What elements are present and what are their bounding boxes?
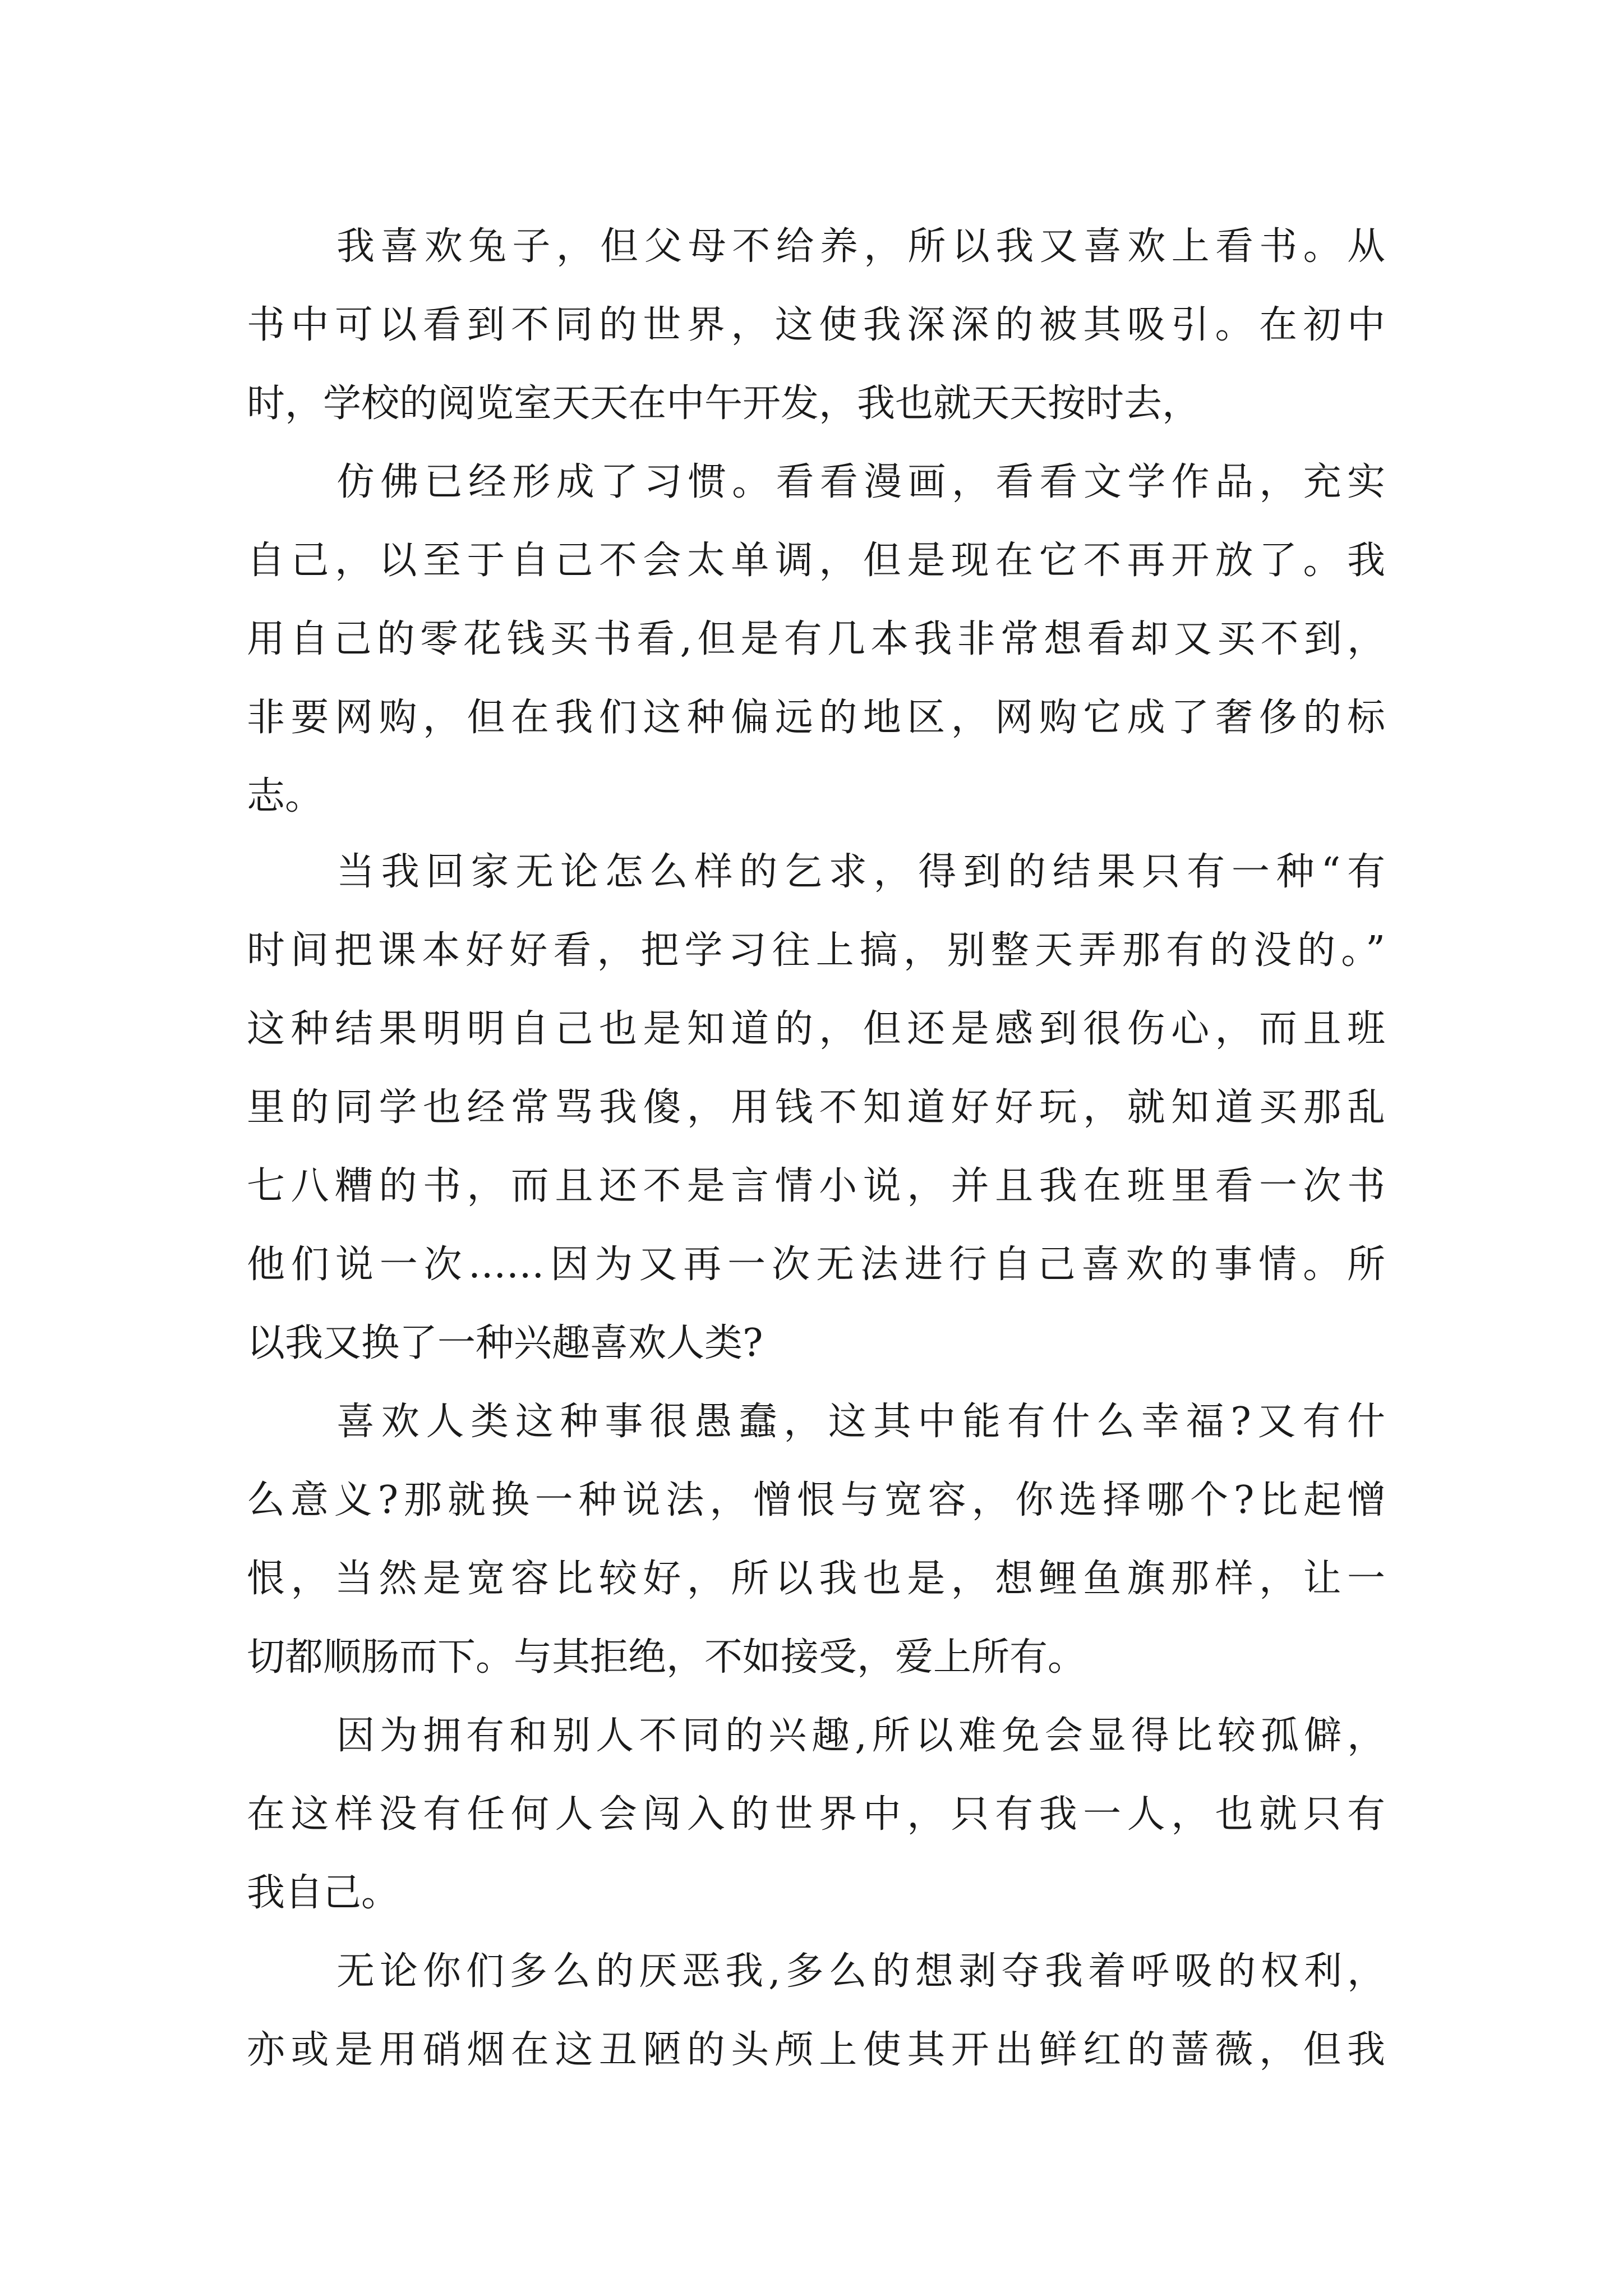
text-line: 仿佛已经形成了习惯。看看漫画，看看文学作品，充实: [336, 460, 1385, 504]
text-line: 他们说一次……因为又再一次无法进行自己喜欢的事情。所: [247, 1243, 1385, 1287]
text-line: 我自己。: [247, 1871, 400, 1915]
text-line: 书中可以看到不同的世界，这使我深深的被其吸引。在初中: [247, 303, 1385, 347]
text-line: 亦或是用硝烟在这丑陋的头颅上使其开出鲜红的蔷薇，但我: [247, 2028, 1385, 2072]
text-line: 时间把课本好好看，把学习往上搞，别整天弄那有的没的。”: [247, 928, 1385, 973]
text-line: 当我回家无论怎么样的乞求，得到的结果只有一种“有: [336, 850, 1385, 894]
text-line: 因为拥有和别人不同的兴趣,所以难免会显得比较孤僻，: [336, 1714, 1385, 1758]
text-line: 非要网购，但在我们这种偏远的地区，网购它成了奢侈的标: [247, 696, 1385, 740]
text-line: 以我又换了一种兴趣喜欢人类?: [247, 1321, 763, 1365]
text-line: 切都顺肠而下。与其拒绝，不如接受，爱上所有。: [247, 1635, 1086, 1680]
text-line: 无论你们多么的厌恶我,多么的想剥夺我着呼吸的权利，: [336, 1949, 1385, 1994]
text-line: 时，学校的阅览室天天在中午开发，我也就天天按时去，: [247, 381, 1201, 426]
text-line: 志。: [247, 774, 324, 818]
text-line: 在这样没有任何人会闯入的世界中，只有我一人，也就只有: [247, 1792, 1385, 1837]
text-line: 么意义?那就换一种说法，憎恨与宽容，你选择哪个?比起憎: [247, 1478, 1385, 1522]
text-line: 用自己的零花钱买书看,但是有几本我非常想看却又买不到，: [247, 617, 1385, 661]
text-line: 喜欢人类这种事很愚蠢，这其中能有什么幸福?又有什: [336, 1400, 1385, 1444]
text-line: 自己，以至于自己不会太单调，但是现在它不再开放了。我: [247, 539, 1385, 583]
text-line: 恨，当然是宽容比较好，所以我也是，想鲤鱼旗那样，让一: [247, 1557, 1385, 1601]
text-line: 我喜欢兔子，但父母不给养，所以我又喜欢上看书。从: [336, 224, 1385, 269]
text-line: 这种结果明明自己也是知道的，但还是感到很伤心，而且班: [247, 1007, 1385, 1051]
text-line: 里的同学也经常骂我傻，用钱不知道好好玩，就知道买那乱: [247, 1085, 1385, 1130]
text-line: 七八糟的书，而且还不是言情小说，并且我在班里看一次书: [247, 1164, 1385, 1208]
